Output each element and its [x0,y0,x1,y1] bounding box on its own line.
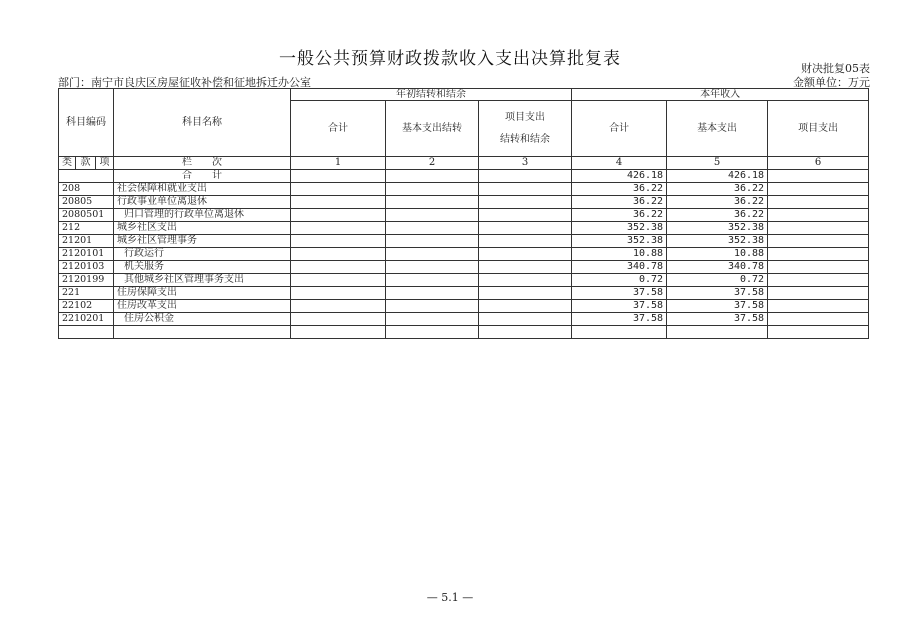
department-label: 部门：南宁市良庆区房屋征收补偿和征地拆迁办公室 [58,76,311,89]
row-code: 212 [59,222,114,235]
total-c3 [479,170,572,183]
row-c5: 10.88 [667,248,768,261]
row-code: 221 [59,287,114,300]
col-num: 6 [768,157,869,170]
row-name: 住房改革支出 [114,300,291,313]
amount-unit: 金额单位：万元 [793,76,870,89]
table-row [59,261,869,274]
row-c5: 340.78 [667,261,768,274]
row-code: 22102 [59,300,114,313]
row-c4: 37.58 [572,313,667,326]
row-c4: 10.88 [572,248,667,261]
col-num: 5 [667,157,768,170]
col-num: 1 [291,157,386,170]
row-code: 21201 [59,235,114,248]
row-c5: 0.72 [667,274,768,287]
col-num: 3 [479,157,572,170]
budget-table [58,88,869,339]
row-c5: 37.58 [667,313,768,326]
header-lan-ci: 栏 次 [114,157,291,170]
row-name: 城乡社区支出 [114,222,291,235]
row-c4: 36.22 [572,209,667,222]
total-row [59,170,869,183]
row-c5: 36.22 [667,183,768,196]
row-c4: 352.38 [572,235,667,248]
row-code: 2210201 [59,313,114,326]
header-lei: 类 [59,157,76,170]
row-name: 社会保障和就业支出 [114,183,291,196]
row-c5: 352.38 [667,222,768,235]
row-name: 城乡社区管理事务 [114,235,291,248]
header-kuan: 款 [76,157,96,170]
header-subject-name: 科目名称 [114,89,291,157]
row-c4: 37.58 [572,300,667,313]
header-subject-code: 科目编码 [59,89,114,157]
col-num: 4 [572,157,667,170]
page-number: — 5.1 — [426,591,474,604]
total-c2 [386,170,479,183]
total-c1 [291,170,386,183]
header-col-basic-expense: 基本支出 [667,101,768,157]
row-c4: 37.58 [572,287,667,300]
row-c5: 36.22 [667,209,768,222]
total-c5: 426.18 [667,170,768,183]
header-project-line1: 项目支出 [505,111,546,123]
table-row [59,300,869,313]
table-row [59,287,869,300]
row-c4: 340.78 [572,261,667,274]
header-col-total2: 合计 [572,101,667,157]
table-row [59,313,869,326]
row-c4: 0.72 [572,274,667,287]
col-num: 2 [386,157,479,170]
row-name: 其他城乡社区管理事务支出 [114,274,291,287]
header-col-project-expense: 项目支出 [768,101,869,157]
row-c5: 36.22 [667,196,768,209]
row-code: 2120103 [59,261,114,274]
table-row [59,222,869,235]
header-col-basic-carryover: 基本支出结转 [386,101,479,157]
row-name: 归口管理的行政单位离退休 [114,209,291,222]
table-row [59,183,869,196]
table-row-empty [59,326,869,339]
table-row [59,196,869,209]
row-name: 行政事业单位离退休 [114,196,291,209]
row-name: 机关服务 [114,261,291,274]
row-c4: 36.22 [572,183,667,196]
total-c6 [768,170,869,183]
table-row [59,274,869,287]
row-c5: 37.58 [667,300,768,313]
header-col-total: 合计 [291,101,386,157]
header-income-group: 本年收入 [572,89,869,101]
row-c5: 37.58 [667,287,768,300]
row-code: 2120101 [59,248,114,261]
row-code: 208 [59,183,114,196]
row-c5: 352.38 [667,235,768,248]
header-carryover-group: 年初结转和结余 [291,89,572,101]
table-row [59,209,869,222]
header-xiang: 项 [96,157,114,170]
document-title: 一般公共预算财政拨款收入支出决算批复表 [279,49,621,69]
row-c4: 36.22 [572,196,667,209]
header-col-project-carryover [479,101,572,157]
total-label: 合 计 [114,170,291,183]
row-code: 20805 [59,196,114,209]
row-code: 2080501 [59,209,114,222]
row-code: 2120199 [59,274,114,287]
row-name: 行政运行 [114,248,291,261]
table-row [59,235,869,248]
header-project-line2: 结转和结余 [500,133,551,145]
form-number: 财决批复05表 [801,62,870,75]
row-name: 住房保障支出 [114,287,291,300]
row-name: 住房公积金 [114,313,291,326]
table-row [59,248,869,261]
total-c4: 426.18 [572,170,667,183]
row-c4: 352.38 [572,222,667,235]
